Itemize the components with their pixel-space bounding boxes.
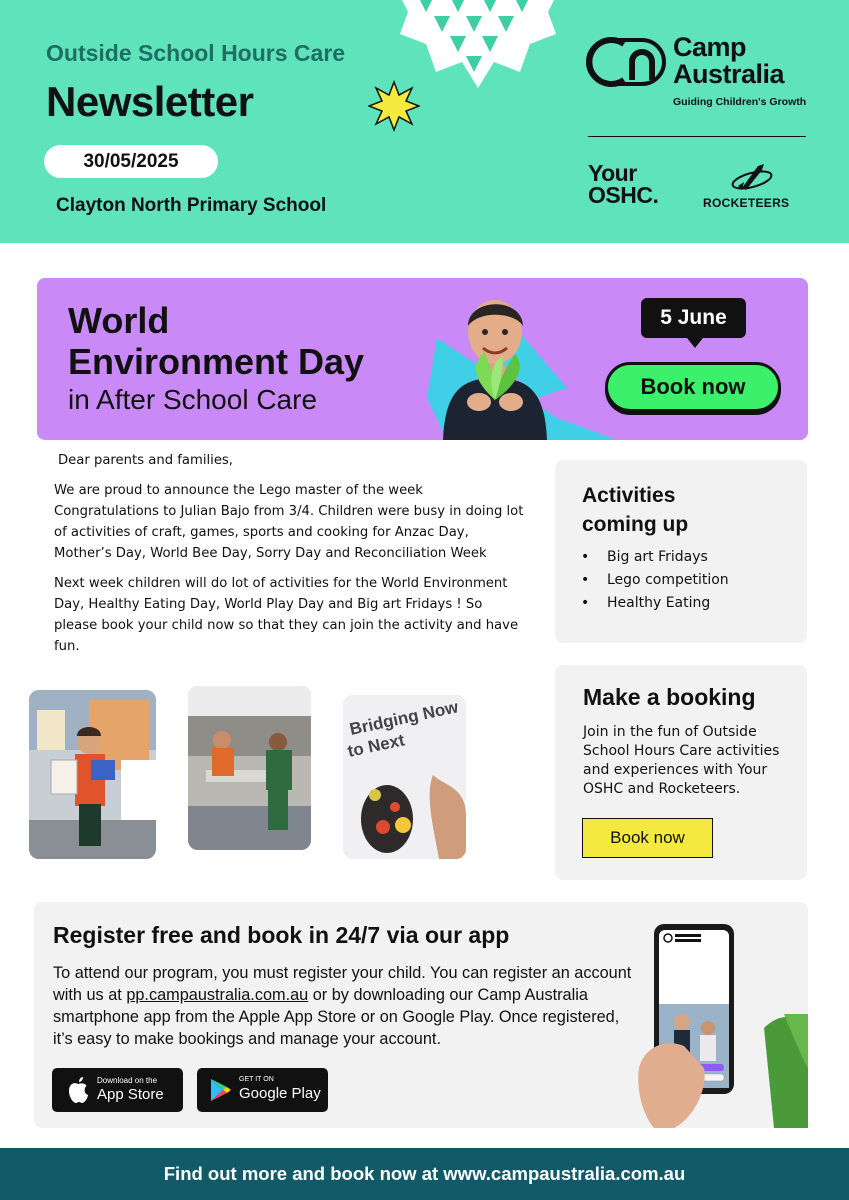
- register-text-before: To attend our program, you must register your child. You can register an account with us at: [53, 964, 632, 1004]
- rocket-icon: [728, 160, 776, 194]
- activities-title: Activities coming up: [582, 484, 689, 536]
- child-holding-plant-image: [435, 282, 555, 440]
- photo-reconciliation-poster: [343, 695, 466, 859]
- activities-list: [581, 546, 729, 615]
- google-play-button[interactable]: [197, 1068, 328, 1112]
- brand-name-line2: Australia: [673, 59, 785, 89]
- letter-paragraph-2: Next week children will do lot of activities for the World Environment Day, Healthy Eating Day, World Play Day and Big art Fridays ! So please book your child now so that they can join the activity and have fun.: [54, 576, 519, 654]
- google-play-big-text: Google Play: [239, 1085, 321, 1102]
- newsletter-header: [0, 0, 849, 243]
- make-a-booking-card: [555, 665, 807, 880]
- reconciliation-poster-photo-image: [343, 695, 466, 859]
- brand-name-line1: Camp: [673, 32, 747, 62]
- lego-master-photo-image: [29, 690, 156, 859]
- phone-app-image: [634, 918, 808, 1128]
- header-title: Newsletter: [46, 78, 254, 125]
- camp-australia-wordmark: [673, 34, 784, 88]
- letter-paragraph-1: We are proud to announce the Lego master of the week Congratulations to Julian Bajo from 3/4. Children were busy in doing lot of activities of craft, games, sports and cooking for Anzac Day, Mother’s Day, World Bee Day, Sorry Day and Reconciliation Week: [54, 483, 524, 561]
- poster-line2: to Next: [345, 730, 407, 761]
- oshc-line2: OSHC.: [588, 182, 659, 208]
- book-now-button[interactable]: Book now: [582, 818, 713, 858]
- register-text-after: or by downloading our Camp Australia smartphone app from the Apple App Store or on Google Play. Once registered, it’s easy to make bookings and manage your account.: [53, 986, 620, 1048]
- banner-book-now-button[interactable]: Book now: [605, 362, 781, 412]
- register-title: Register free and book in 24/7 via our app: [53, 922, 510, 948]
- rocketeers-logo: ROCKETEERS: [703, 196, 790, 210]
- banner-line1: World: [68, 300, 170, 341]
- newsletter-date: 30/05/2025: [44, 145, 218, 178]
- banner-line2: Environment Day: [68, 341, 365, 382]
- photo-lego-master: [29, 690, 156, 859]
- camp-australia-logo-icon: [584, 36, 668, 88]
- list-item: • Lego competition: [581, 569, 729, 592]
- world-environment-day-banner: [37, 278, 808, 440]
- booking-title: Make a booking: [583, 684, 756, 710]
- app-store-big-text: App Store: [97, 1086, 164, 1103]
- poster-line1: Bridging Now: [347, 697, 460, 739]
- photo-children-table: [188, 686, 311, 850]
- booking-text: Join in the fun of Outside School Hours Care activities and experiences with Your OSHC and Rocketeers.: [583, 724, 780, 797]
- triangle-pattern-decoration: [398, 0, 558, 88]
- app-store-button[interactable]: [52, 1068, 183, 1112]
- banner-line3: in After School Care: [68, 384, 318, 415]
- list-item: • Healthy Eating: [581, 592, 729, 615]
- footer-banner[interactable]: Find out more and book now at www.campaustralia.com.au: [0, 1148, 849, 1200]
- school-name: Clayton North Primary School: [56, 195, 327, 216]
- letter-body: [54, 450, 524, 666]
- your-oshc-logo: [588, 162, 658, 206]
- google-play-icon: [210, 1078, 232, 1102]
- register-app-card: [34, 902, 808, 1128]
- oshc-line1: Your: [588, 160, 637, 186]
- children-table-photo-image: [188, 686, 311, 850]
- apple-icon: [65, 1076, 91, 1104]
- google-play-small-text: GET IT ON: [239, 1076, 274, 1083]
- letter-greeting: Dear parents and families,: [58, 453, 233, 468]
- event-date-badge: 5 June: [641, 298, 746, 338]
- app-store-small-text: Download on the: [97, 1076, 158, 1085]
- registration-link[interactable]: pp.campaustralia.com.au: [126, 986, 309, 1004]
- activities-card: [555, 460, 807, 643]
- brand-tagline: Guiding Children's Growth: [673, 96, 807, 108]
- header-subtitle: Outside School Hours Care: [46, 40, 346, 66]
- starburst-icon: [368, 80, 420, 132]
- header-divider: [588, 136, 806, 137]
- list-item: • Big art Fridays: [581, 546, 729, 569]
- register-text: [53, 962, 643, 1050]
